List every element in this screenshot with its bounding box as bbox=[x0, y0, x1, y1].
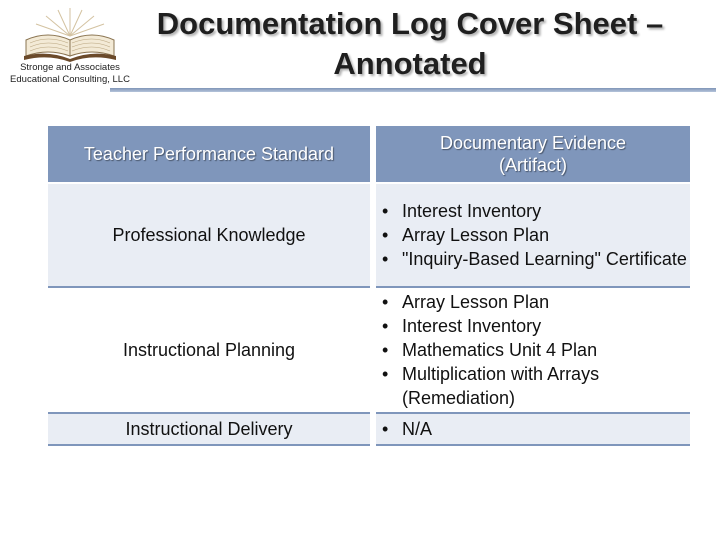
standard-cell: Professional Knowledge bbox=[48, 183, 373, 287]
title-line-2: Annotated bbox=[333, 46, 487, 81]
standard-cell: Instructional Delivery bbox=[48, 413, 373, 445]
evidence-cell bbox=[373, 287, 690, 413]
open-book-icon bbox=[20, 6, 120, 62]
evidence-cell bbox=[373, 183, 690, 287]
evidence-list bbox=[376, 417, 690, 441]
evidence-list bbox=[376, 290, 690, 410]
table-row bbox=[48, 413, 690, 445]
column-header-evidence-line-1: Documentary Evidence bbox=[439, 133, 627, 153]
evidence-item: • Mathematics Unit 4 Plan bbox=[382, 338, 690, 362]
title-line-1: Documentation Log Cover Sheet – bbox=[156, 6, 664, 41]
evidence-item: • Interest Inventory bbox=[382, 314, 690, 338]
evidence-item: • Interest Inventory bbox=[382, 199, 690, 223]
evidence-item: • "Inquiry-Based Learning" Certificate bbox=[382, 247, 690, 271]
table-row bbox=[48, 183, 690, 287]
evidence-item: • N/A bbox=[382, 417, 690, 441]
column-header-evidence bbox=[373, 126, 690, 183]
logo-text: Stronge and Associates Educational Consulting, LLC bbox=[10, 62, 130, 85]
table-row bbox=[48, 287, 690, 413]
title-divider bbox=[110, 88, 716, 92]
evidence-item: • Multiplication with Arrays (Remediation) bbox=[382, 362, 690, 410]
column-header-standard: Teacher Performance Standard bbox=[48, 126, 373, 183]
documentation-log-table bbox=[48, 126, 690, 446]
column-header-evidence-line-2: (Artifact) bbox=[498, 155, 567, 175]
page-title bbox=[130, 4, 690, 84]
evidence-cell bbox=[373, 413, 690, 445]
table-header-row bbox=[48, 126, 690, 183]
company-logo bbox=[8, 4, 132, 96]
standard-cell: Instructional Planning bbox=[48, 287, 373, 413]
evidence-item: • Array Lesson Plan bbox=[382, 290, 690, 314]
evidence-list bbox=[376, 199, 690, 271]
evidence-item: • Array Lesson Plan bbox=[382, 223, 690, 247]
